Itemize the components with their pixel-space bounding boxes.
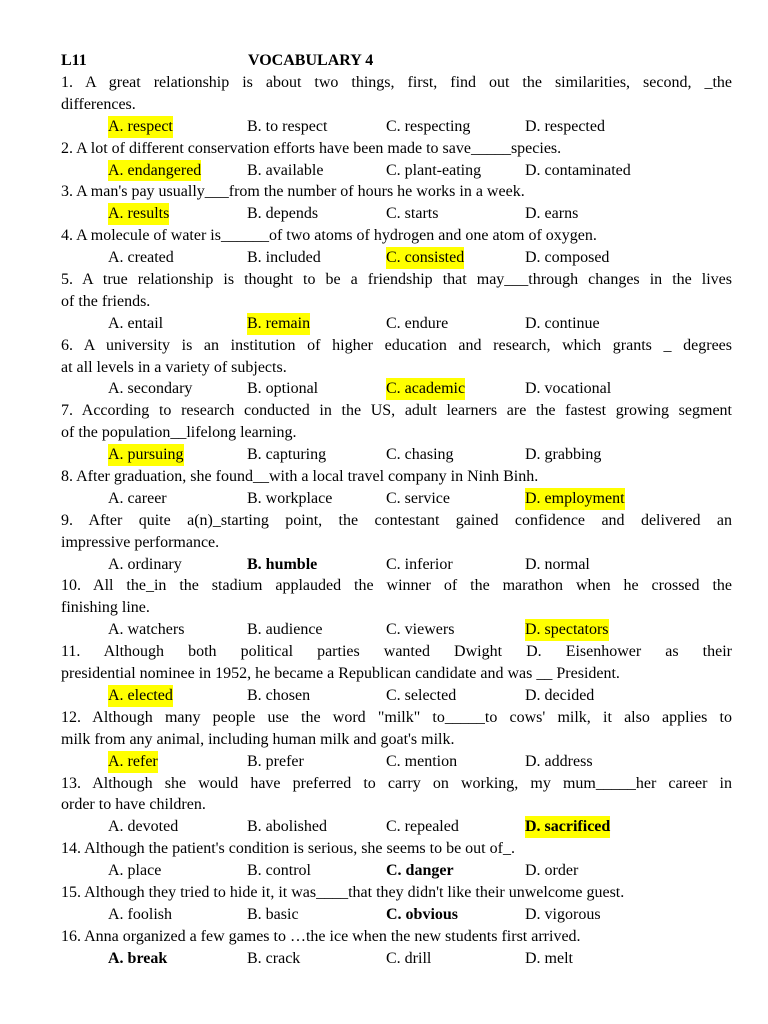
answer-options bbox=[61, 313, 732, 335]
question-stem-line: differences. bbox=[61, 95, 136, 113]
question-stem-line: 8. After graduation, she found__with a local travel company in Ninh Binh. bbox=[61, 468, 539, 486]
question-15 bbox=[61, 882, 732, 926]
answer-option-c: C. mention bbox=[386, 752, 458, 770]
answer-option-d: D. address bbox=[525, 752, 593, 770]
answer-options bbox=[61, 444, 732, 466]
answer-option-a: A. created bbox=[108, 249, 174, 267]
answer-option-b: B. chosen bbox=[247, 686, 311, 704]
question-stem-line: order to have children. bbox=[61, 796, 206, 814]
answer-option-d: D. sacrificed bbox=[525, 816, 610, 838]
question-stem-line: 15. Although they tried to hide it, it was____that they didn't like their unwelcome guest. bbox=[61, 883, 625, 901]
question-stem-line: 7. According to research conducted in the US, adult learners are the fastest growing segment bbox=[61, 402, 732, 420]
answer-options bbox=[61, 247, 732, 269]
question-3 bbox=[61, 181, 732, 225]
question-12 bbox=[61, 707, 732, 773]
answer-option-c: C. consisted bbox=[386, 247, 464, 269]
answer-option-c: C. service bbox=[386, 489, 450, 507]
answer-option-c: C. selected bbox=[386, 686, 457, 704]
question-stem-line: 3. A man's pay usually___from the number of hours he works in a week. bbox=[61, 183, 525, 201]
answer-options bbox=[61, 948, 732, 970]
answer-option-a: A. pursuing bbox=[108, 444, 184, 466]
answer-option-b: B. control bbox=[247, 862, 311, 880]
answer-options bbox=[61, 860, 732, 882]
answer-option-c: C. viewers bbox=[386, 621, 455, 639]
answer-option-d: D. melt bbox=[525, 949, 573, 967]
question-stem-line: 11. Although both political parties wanted Dwight D. Eisenhower as their bbox=[61, 643, 732, 661]
answer-options bbox=[61, 619, 732, 641]
answer-option-d: D. normal bbox=[525, 555, 590, 573]
answer-options bbox=[61, 904, 732, 926]
question-stem-line: 14. Although the patient's condition is serious, she seems to be out of_. bbox=[61, 840, 515, 858]
answer-option-b: B. humble bbox=[247, 555, 318, 573]
answer-option-b: B. abolished bbox=[247, 818, 327, 836]
answer-option-d: D. decided bbox=[525, 686, 595, 704]
answer-option-c: C. starts bbox=[386, 205, 439, 223]
question-stem-line: 9. After quite a(n)_starting point, the contestant gained confidence and delivered an bbox=[61, 511, 732, 529]
answer-option-c: C. repealed bbox=[386, 818, 459, 836]
answer-option-b: B. prefer bbox=[247, 752, 304, 770]
question-16 bbox=[61, 926, 732, 970]
question-stem-line: 5. A true relationship is thought to be a friendship that may___through changes in the lives bbox=[61, 271, 732, 289]
answer-options bbox=[61, 203, 732, 225]
question-2 bbox=[61, 138, 732, 182]
answer-option-a: A. devoted bbox=[108, 818, 179, 836]
question-1 bbox=[61, 72, 732, 138]
answer-option-a: A. results bbox=[108, 203, 169, 225]
answer-option-b: B. capturing bbox=[247, 446, 327, 464]
answer-option-a: A. break bbox=[108, 949, 168, 967]
lesson-label: L11 bbox=[61, 52, 87, 69]
question-11 bbox=[61, 641, 732, 707]
answer-options bbox=[61, 160, 732, 182]
question-stem-line: of the population__lifelong learning. bbox=[61, 424, 297, 442]
question-stem-line: 10. All the_in the stadium applauded the winner of the marathon when he crossed the bbox=[61, 577, 732, 595]
question-stem-line: 2. A lot of different conservation efforts have been made to save_____species. bbox=[61, 139, 562, 157]
answer-option-a: A. career bbox=[108, 489, 167, 507]
answer-option-a: A. elected bbox=[108, 685, 173, 707]
answer-option-c: C. endure bbox=[386, 314, 449, 332]
answer-option-d: D. vigorous bbox=[525, 905, 601, 923]
answer-option-c: C. chasing bbox=[386, 446, 454, 464]
answer-option-a: A. place bbox=[108, 862, 162, 880]
worksheet-header bbox=[61, 50, 374, 72]
question-stem-line: milk from any animal, including human milk and goat's milk. bbox=[61, 730, 455, 748]
answer-option-d: D. grabbing bbox=[525, 446, 602, 464]
answer-option-a: A. refer bbox=[108, 751, 158, 773]
question-stem-line: 12. Although many people use the word "milk" to_____to cows' milk, it also applies to bbox=[61, 708, 732, 726]
answer-options bbox=[61, 816, 732, 838]
answer-option-b: B. optional bbox=[247, 380, 319, 398]
answer-option-d: D. continue bbox=[525, 314, 600, 332]
answer-option-a: A. ordinary bbox=[108, 555, 182, 573]
answer-option-b: B. depends bbox=[247, 205, 319, 223]
answer-option-d: D. composed bbox=[525, 249, 610, 267]
answer-option-b: B. audience bbox=[247, 621, 323, 639]
answer-option-a: A. entail bbox=[108, 314, 164, 332]
answer-options bbox=[61, 378, 732, 400]
answer-option-b: B. to respect bbox=[247, 117, 328, 135]
question-stem-line: 6. A university is an institution of higher education and research, which grants _ degrees bbox=[61, 336, 732, 354]
question-stem-line: 4. A molecule of water is______of two atoms of hydrogen and one atom of oxygen. bbox=[61, 227, 597, 245]
question-5 bbox=[61, 269, 732, 335]
question-13 bbox=[61, 773, 732, 839]
answer-option-b: B. included bbox=[247, 249, 321, 267]
answer-option-d: D. order bbox=[525, 862, 579, 880]
answer-options bbox=[61, 554, 732, 576]
answer-option-a: A. secondary bbox=[108, 380, 193, 398]
worksheet-title: VOCABULARY 4 bbox=[248, 52, 374, 69]
answer-option-c: C. obvious bbox=[386, 905, 459, 923]
answer-option-d: D. vocational bbox=[525, 380, 612, 398]
answer-option-d: D. respected bbox=[525, 117, 605, 135]
answer-options bbox=[61, 116, 732, 138]
question-6 bbox=[61, 335, 732, 401]
answer-option-b: B. remain bbox=[247, 313, 310, 335]
answer-option-c: C. academic bbox=[386, 378, 465, 400]
question-8 bbox=[61, 466, 732, 510]
question-stem-line: presidential nominee in 1952, he became a Republican candidate and was __ President. bbox=[61, 665, 620, 683]
question-stem-line: impressive performance. bbox=[61, 533, 220, 551]
answer-option-a: A. endangered bbox=[108, 160, 201, 182]
answer-option-c: C. inferior bbox=[386, 555, 453, 573]
question-7 bbox=[61, 400, 732, 466]
answer-option-c: C. plant-eating bbox=[386, 161, 482, 179]
question-stem-line: 1. A great relationship is about two things, first, find out the similarities, second, _the bbox=[61, 74, 732, 91]
answer-option-d: D. employment bbox=[525, 488, 625, 510]
question-4 bbox=[61, 225, 732, 269]
answer-option-a: A. watchers bbox=[108, 621, 185, 639]
answer-option-c: C. respecting bbox=[386, 117, 471, 135]
answer-option-d: D. spectators bbox=[525, 619, 609, 641]
answer-options bbox=[61, 685, 732, 707]
question-stem-line: finishing line. bbox=[61, 599, 150, 617]
question-list bbox=[61, 72, 732, 970]
question-stem-line: 16. Anna organized a few games to …the ice when the new students first arrived. bbox=[61, 927, 581, 945]
question-stem-line: of the friends. bbox=[61, 292, 151, 310]
answer-option-a: A. foolish bbox=[108, 905, 172, 923]
answer-option-a: A. respect bbox=[108, 116, 173, 138]
answer-option-c: C. danger bbox=[386, 862, 454, 880]
question-10 bbox=[61, 575, 732, 641]
answer-option-b: B. crack bbox=[247, 949, 301, 967]
question-9 bbox=[61, 510, 732, 576]
answer-option-c: C. drill bbox=[386, 949, 432, 967]
answer-option-d: D. contaminated bbox=[525, 161, 631, 179]
answer-options bbox=[61, 751, 732, 773]
answer-option-b: B. workplace bbox=[247, 489, 333, 507]
answer-option-b: B. available bbox=[247, 161, 324, 179]
answer-options bbox=[61, 488, 732, 510]
question-14 bbox=[61, 838, 732, 882]
question-stem-line: at all levels in a variety of subjects. bbox=[61, 358, 287, 376]
answer-option-b: B. basic bbox=[247, 905, 299, 923]
answer-option-d: D. earns bbox=[525, 205, 579, 223]
question-stem-line: 13. Although she would have preferred to carry on working, my mum_____her career in bbox=[61, 774, 732, 792]
